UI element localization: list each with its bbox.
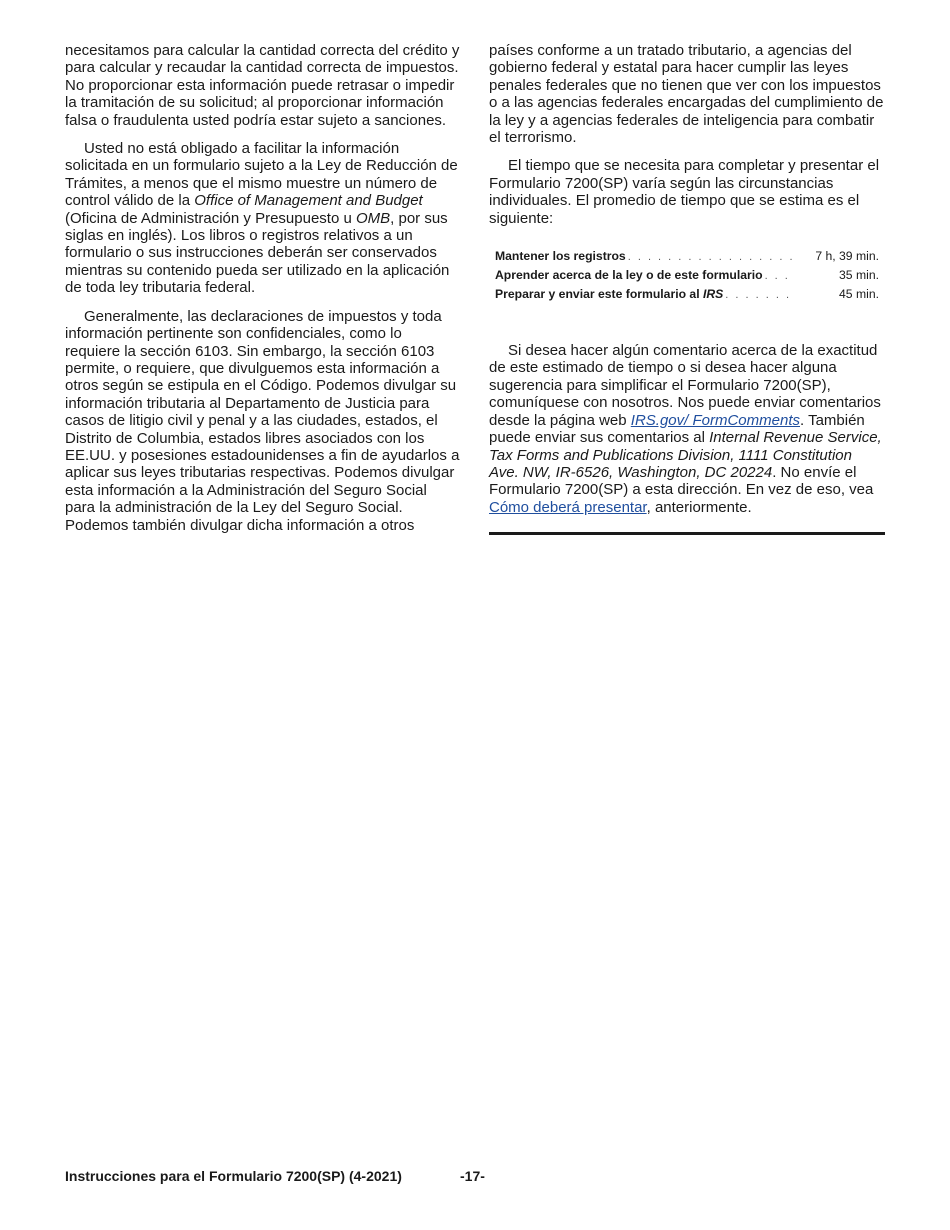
time-row-label: Mantener los registros [495,249,626,264]
text-span: , por sus siglas en inglés). Los libros o registros relativos a un formulario o sus instrucciones deberán ser conservados mientras su contenido pueda ser utilizado en la aplicación de toda ley tributaria federal. [65,209,450,297]
time-row-label: Aprender acerca de la ley o de este formulario [495,268,763,283]
omb-full-name: Office of Management and Budget [194,192,423,210]
text-span: Preparar y enviar este formulario al [495,287,703,302]
time-row [495,266,879,285]
irs-address: Internal Revenue Service, Tax Forms and Publications Division, 1111 Constitution Ave. NW, IR-6526, Washington, DC 20224 [489,429,882,481]
time-estimate-paragraph: El tiempo que se necesita para completar y presentar el Formulario 7200(SP) varía según las circunstancias individuales. El promedio de tiempo que se estima es el siguiente: [489,157,880,227]
left-column [65,42,460,545]
time-row-label [495,285,723,303]
time-row-value: 45 min. [839,287,879,302]
text-span: . También puede enviar sus comentarios al [489,411,865,447]
paperwork-reduction-paragraph [65,140,460,297]
text-span: . No envíe el Formulario 7200(SP) a esta dirección. En vez de eso, vea [489,463,874,499]
time-row [495,247,879,266]
comments-paragraph [489,342,885,516]
right-column [489,42,885,535]
text-span: (Oficina de Administración y Presupuesto u [65,209,356,227]
time-estimate-table [495,247,879,304]
irs-abbr: IRS [702,287,724,302]
page-number: -17- [460,1168,485,1184]
dot-leader [725,286,795,304]
time-row-value: 35 min. [839,268,879,283]
time-row [495,285,879,304]
section-end-rule [489,532,885,535]
text-span: , anteriormente. [646,498,752,516]
footer-title: Instrucciones para el Formulario 7200(SP) (4-2021) [65,1168,402,1184]
confidentiality-paragraph: Generalmente, las declaraciones de impuestos y toda información pertinente son confidenciales, como lo requiere la sección 6103. Sin embargo, la sección 6103 permite, o requiere, que divulguemos esta información a otros según se estipula en el Código. Podemos divulgar su información tributaria al Departamento de Justicia para casos de litigio civil y penal y a las ciudades, estados, el Distrito de Columbia, estados libres asociados con los EE.UU. y posesiones estadounidenses a fin de ayudarlos a aplicar sus leyes tributarias respectivas. Podemos divulgar esta información a la Administración del Seguro Social para la administración de la Ley del Seguro Social. Podemos también divulgar dicha información a otros [65,307,460,534]
omb-abbr: OMB [355,209,391,227]
privacy-paragraph-1: necesitamos para calcular la cantidad correcta del crédito y para calcular y recaudar la cantidad correcta de impuestos. No proporcionar esta información puede retrasar o impedir la tramitación de su solicitud; al proporcionar información falsa o fraudulenta usted podría estar sujeto a sanciones. [65,42,460,129]
dot-leader [628,248,795,266]
time-row-value: 7 h, 39 min. [815,249,879,264]
how-to-file-link[interactable]: Cómo deberá presentar [489,498,647,516]
irs-form-comments-link[interactable]: IRS.gov/ FormComments [630,411,800,429]
disclosure-paragraph: países conforme a un tratado tributario, a agencias del gobierno federal y estatal para hacer cumplir las leyes penales federales que no tienen que ver con los impuestos o a las agencias federales encargadas del cumplimiento de la ley y a agencias federales de inteligencia para combatir el terrorismo. [489,42,884,147]
dot-leader [765,267,795,285]
text-span: Si desea hacer algún comentario acerca de la exactitud de este estimado de tiempo o si desea hacer alguna sugerencia para simplificar el Formulario 7200(SP), comuníquese con nosotros. Nos puede enviar comentarios desde la página web [489,342,881,429]
text-span: Usted no está obligado a facilitar la información solicitada en un formulario sujeto a la Ley de Reducción de Trámites, a menos que el mismo muestre un número de control válido de la [65,140,458,210]
